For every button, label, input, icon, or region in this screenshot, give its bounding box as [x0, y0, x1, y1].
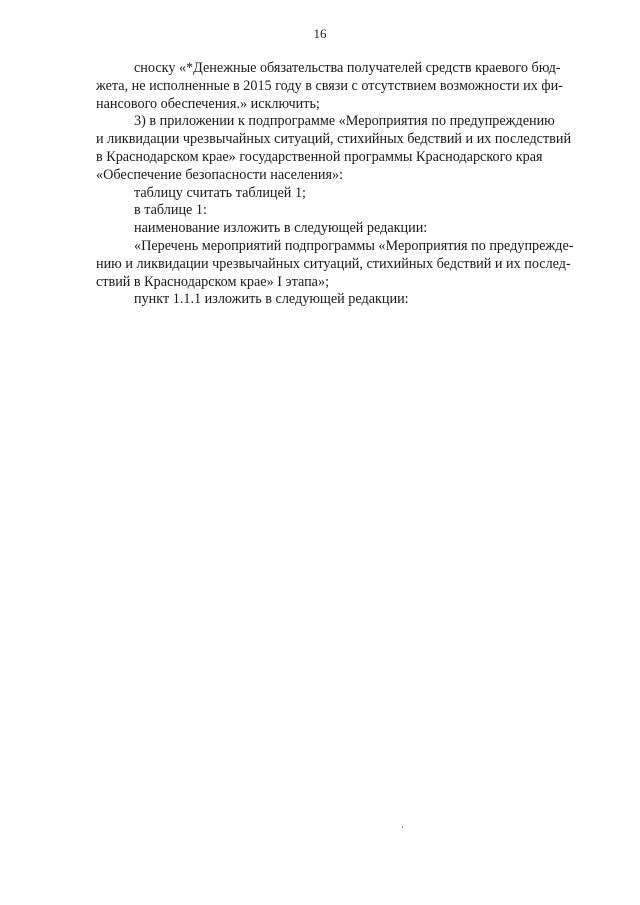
text-line: нансового обеспечения.» исключить; [96, 95, 320, 112]
paragraph-item-change [96, 291, 608, 309]
paragraph-new-name [96, 238, 608, 291]
text-line: наименование изложить в следующей редакции: [134, 220, 428, 237]
text-line: жета, не исполненные в 2015 году в связи с отсутствием возможности их фи- [96, 77, 563, 94]
text-line: в Краснодарском крае» государственной программы Краснодарского края [96, 148, 543, 165]
paragraph-name-change [96, 220, 608, 238]
paragraph-in-table [96, 202, 608, 220]
text-line: сноску «*Денежные обязательства получателей средств краевого бюд- [134, 60, 561, 76]
document-body [96, 60, 608, 309]
paragraph-appendix-amendment [96, 113, 608, 184]
text-line: и ликвидации чрезвычайных ситуаций, стихийных бедствий и их последствий [96, 131, 572, 148]
text-line: пункт 1.1.1 изложить в следующей редакции: [134, 291, 409, 308]
text-line: нию и ликвидации чрезвычайных ситуаций, стихийных бедствий и их послед- [96, 255, 571, 272]
paragraph-table-numbering [96, 185, 608, 203]
text-line: «Обеспечение безопасности населения»: [96, 166, 344, 183]
text-line: ствий в Краснодарском крае» I этапа»; [96, 273, 330, 290]
scan-speck [402, 826, 403, 828]
page-number: 16 [313, 26, 327, 41]
text-line: таблицу считать таблицей 1; [134, 184, 306, 201]
text-line: 3) в приложении к подпрограмме «Мероприятия по предупреждению [134, 113, 555, 130]
text-line: в таблице 1: [134, 202, 207, 219]
text-line: «Перечень мероприятий подпрограммы «Мероприятия по предупрежде- [134, 237, 574, 254]
paragraph-footnote-removal [96, 60, 608, 113]
